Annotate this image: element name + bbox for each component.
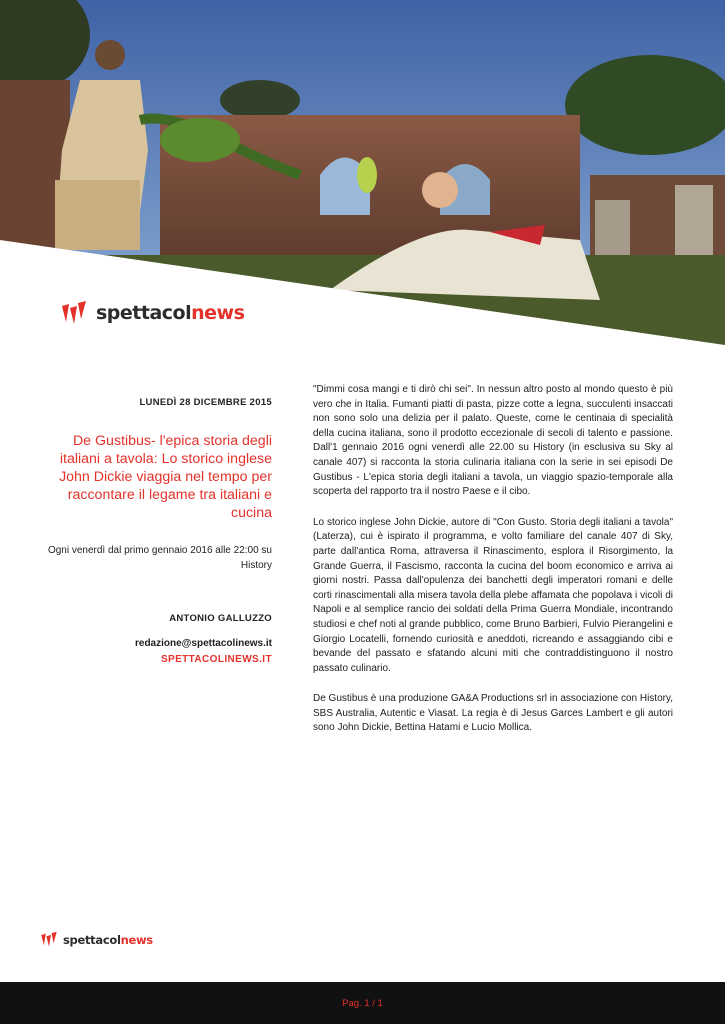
article-headline: De Gustibus- l'epica storia degli italiani a tavola: Lo storico inglese John Dickie viaggia nel tempo per raccontare il legame tra italiani e cucina <box>59 433 272 521</box>
logo-mark-icon <box>40 931 58 948</box>
logo-text: spettacolnews <box>63 932 153 947</box>
footer-logo[interactable] <box>40 931 153 948</box>
article-author: ANTONIO GALLUZZO <box>169 613 272 624</box>
body-paragraph: De Gustibus è una produzione GA&A Productions srl in associazione con History, SBS Australia, Autentic e Viasat. La regia è di Jesus Garces Lambert e gli autori sono John Dickie, Bettina Hatami e Lucio Mollica. <box>313 693 673 734</box>
page-number: Pag. 1 / 1 <box>342 998 383 1009</box>
contact-email-link[interactable]: redazione@spettacolinews.it <box>134 638 272 649</box>
article-subtitle: Ogni venerdì dal primo gennaio 2016 alle 22:00 su History <box>47 545 272 571</box>
footer-bar <box>0 982 725 1024</box>
body-paragraph: "Dimmi cosa mangi e ti dirò chi sei". In nessun altro posto al mondo questo è più vero che in Italia. Fumanti piatti di pasta, pizze cotte a legna, succulenti insaccati non sono solo una delizia per il palato. Queste, come le centinaia di specialità della cucina italiana, sono il prodotto eccezionale di secoli di talento e passione. Dall'1 gennaio 2016 ogni venerdì alle 22.00 su History (in esclusiva su Sky al canale 407) si racconta la storia culinaria italiana con la serie in sei episodi De Gustibus - L'epica storia degli italiani a tavola, un viaggio spazio-temporale alla scoperta del rapporto tra il nostro Paese e il cibo. <box>313 384 673 498</box>
spettacolinews-logo[interactable] <box>60 300 244 326</box>
hero-photo <box>0 0 725 345</box>
website-link[interactable]: SPETTACOLINEWS.IT <box>160 654 272 665</box>
article-body <box>313 383 673 752</box>
body-paragraph: Lo storico inglese John Dickie, autore di "Con Gusto. Storia degli italiani a tavola" (Laterza), cui è ispirato il programma, e volto familiare del canale 407 di Sky, parte dall'antica Roma, attraversa il Rinascimento, esplora il Risorgimento, la Grande Guerra, il Fascismo, racconta la cucina del boom economico e arriva ai giorni nostri. Passa dall'opulenza dei banchetti degli imperatori romani e delle corti rinascimentali alla misera tavola della plebe affamata che popolava i vicoli di Napoli e al semplice rancio dei soldati della Prima Guerra Mondiale, incontrando studiosi e chef noti al grande pubblico, come Bruno Barbieri, Fulvio Pierangelini e Giorgio Locatelli, fornendo curiosità e aneddoti, ricreando e assaggiando cibi e bevande del passato e sfatando alcuni miti che contraddistinguono il nostro passato culinario. <box>313 516 673 674</box>
logo-text: spettacolnews <box>96 302 245 324</box>
article-meta <box>30 397 272 665</box>
logo-mark-icon <box>60 300 88 326</box>
article-date: LUNEDÌ 28 DICEMBRE 2015 <box>139 397 272 408</box>
